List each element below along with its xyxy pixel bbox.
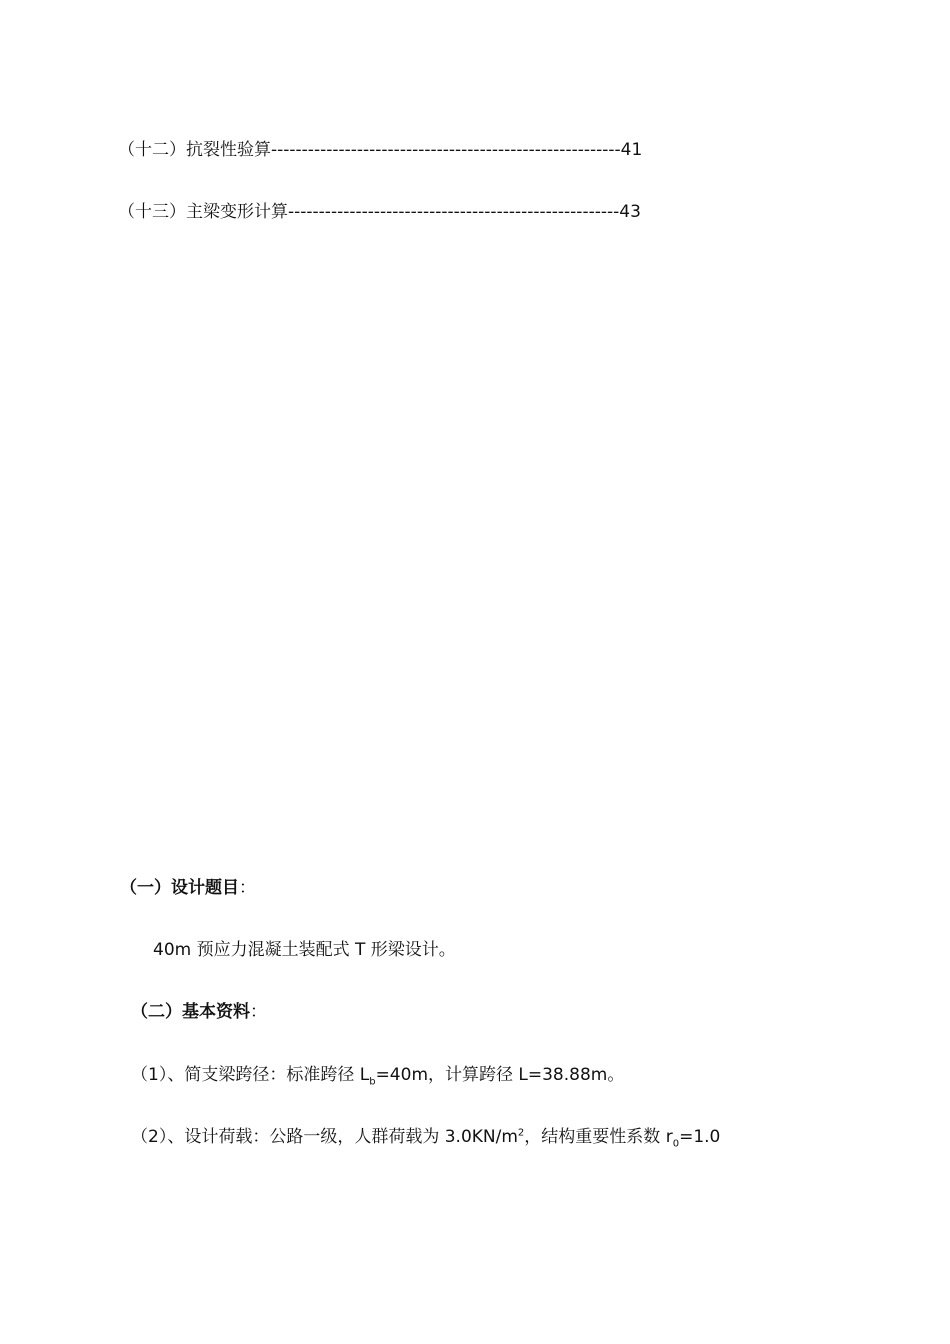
design-title-body: 40m 预应力混凝土装配式 T 形梁设计。	[153, 940, 456, 960]
toc-entry-label: （十三）主梁变形计算	[118, 202, 288, 222]
item-text-end: =1.0	[679, 1127, 721, 1147]
toc-page-number: 41	[620, 140, 643, 160]
section-heading-text: （一）设计题目	[120, 878, 239, 898]
basic-data-item-span	[131, 1063, 624, 1087]
subscript-0: 0	[672, 1138, 680, 1150]
toc-leader: ---------------------------------------------------------	[271, 140, 621, 160]
basic-data-item-load	[131, 1125, 720, 1149]
item-text-cont: ，结构重要性系数 r	[524, 1127, 673, 1147]
item-text-cont: =40m，计算跨径 L=38.88m。	[375, 1065, 625, 1085]
section-heading-basic-data	[131, 1000, 267, 1024]
item-text: （2）、设计荷载：公路一级，人群荷载为 3.0KN/m	[131, 1127, 518, 1147]
section-heading-design-title	[120, 876, 256, 900]
heading-colon: ：	[239, 878, 256, 898]
toc-page-number: 43	[619, 202, 641, 222]
heading-colon: ：	[250, 1002, 267, 1022]
toc-entry-label: （十二）抗裂性验算	[118, 140, 271, 160]
subscript-b: b	[369, 1076, 376, 1088]
item-text: （1）、简支梁跨径：标准跨径 L	[131, 1065, 370, 1085]
section-heading-text: （二）基本资料	[131, 1002, 250, 1022]
toc-entry-13[interactable]	[118, 200, 641, 224]
toc-entry-12[interactable]	[118, 138, 642, 162]
superscript-2: 2	[517, 1127, 525, 1139]
toc-leader: ------------------------------------------------------	[288, 202, 620, 222]
